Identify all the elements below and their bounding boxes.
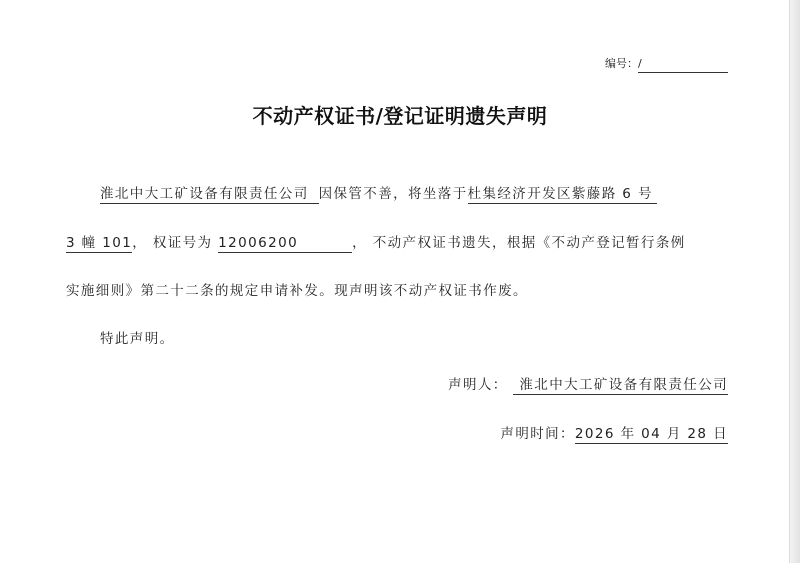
body-text-4: 实施细则》第二十二条的规定申请补发。现声明该不动产权证书作废。: [66, 283, 528, 299]
scrollbar-track[interactable]: [789, 0, 800, 563]
body-line-1: [66, 182, 657, 204]
closing-text: 特此声明。: [100, 331, 175, 347]
document-title: 不动产权证书/登记证明遗失声明: [252, 104, 548, 128]
declarant-label: 声明人：: [448, 377, 508, 393]
serial-label: 编号：: [605, 57, 638, 70]
declarant-field: 淮北中大工矿设备有限责任公司: [513, 377, 728, 395]
body-line-3: [66, 279, 528, 299]
declare-time-row: [500, 422, 728, 444]
location-field-b: 3 幢 101: [66, 235, 133, 251]
closing-line: [100, 327, 175, 347]
serial-value: /: [638, 55, 728, 73]
declarant-row: [448, 373, 728, 395]
declare-time-field: 2026 年 04 月 28 日: [574, 426, 728, 442]
location-field-a: 杜集经济开发区紫藤路 6 号: [468, 186, 657, 204]
body-text-3: ， 不动产权证书遗失，根据《不动产登记暂行条例: [352, 235, 686, 251]
company-name-field: 淮北中大工矿设备有限责任公司: [100, 186, 319, 204]
cert-number-field: 12006200: [218, 235, 352, 253]
body-line-2: [66, 231, 686, 253]
declare-time-label: 声明时间：: [500, 426, 575, 442]
body-text-1: 因保管不善，将坐落于: [318, 186, 468, 202]
serial-number-row: [605, 55, 728, 73]
body-text-2: ， 权证号为: [132, 235, 213, 251]
